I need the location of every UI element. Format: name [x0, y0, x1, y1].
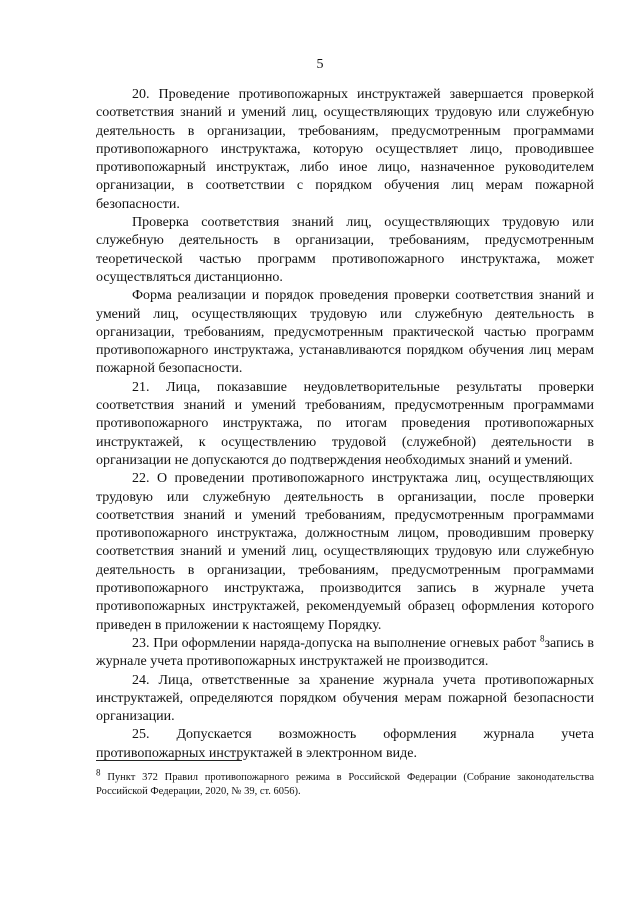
paragraph-24: 24. Лица, ответственные за хранение журнала учета противопожарных инструктажей, определяются порядком обучения мерам пожарной безопасности организации. — [96, 672, 594, 725]
paragraph-25-line-2: противопожарных инструктажей в электронном виде. — [96, 745, 417, 761]
footnote — [96, 767, 595, 798]
paragraph-23-text-end: запись в журнале учета противопожарных инструктажей не производится. — [96, 635, 594, 670]
paragraph-20-practical-check: Форма реализации и порядок проведения проверки соответствия знаний и умений лиц, осуществляющих трудовую или служебную деятельность в организации, требованиям, предусмотренным практической частью программ противопожарного инструктажа, устанавливаются порядком обучения лиц мерам пожарной безопасности. — [96, 288, 594, 377]
paragraph-21: 21. Лица, показавшие неудовлетворительные результаты проверки соответствия знаний и умений требованиям, предусмотренным программами противопожарного инструктажа, по итогам проведения противопожарных инструктажей, к осуществлению трудовой (служебной) деятельности в организации не допускаются до подтверждения необходимых знаний и умений. — [96, 379, 594, 468]
paragraph-23-text-start: 23. При оформлении наряда-допуска на выполнение огневых работ — [132, 635, 537, 651]
footnote-number: 8 — [96, 767, 101, 778]
footnote-text: Пункт 372 Правил противопожарного режима в Российской Федерации (Собрание законодательства Российской Федерации, 2020, № 39, ст. 6056). — [96, 772, 595, 797]
paragraph-22: 22. О проведении противопожарного инструктажа лиц, осуществляющих трудовую или служебную деятельность в организации, после проверки соответствия знаний и умений требованиям, предусмотренным программами противопожарного инструктажа, должностным лицом, проводившим проверку соответствия знаний и умений лиц, осуществляющих трудовую или служебную деятельность в организации, требованиям, предусмотренным программами противопожарного инструктажа, производится запись в журнале учета противопожарных инструктажей, рекомендуемый образец оформления которого приведен в приложении к настоящему Порядку. — [96, 471, 594, 633]
footnote-separator — [96, 760, 242, 761]
page-number: 5 — [316, 57, 324, 72]
footnote-reference: 8 — [539, 633, 545, 644]
paragraph-20: 20. Проведение противопожарных инструктажей завершается проверкой соответствия знаний и умений лиц, осуществляющих трудовую или служебную деятельность в организации, требованиям, предусмотренным программами противопожарного инструктажа, которую осуществляет лицо, проводившее противопожарный инструктаж, либо иное лицо, назначенное руководителем организации, в соответствии с порядком обучения лиц мерам пожарной безопасности. — [96, 87, 594, 212]
paragraph-25-line-1: 25. Допускается возможность оформления журнала учета — [132, 727, 594, 743]
paragraph-23 — [96, 635, 594, 672]
document-body — [96, 86, 594, 763]
paragraph-20-remote-check: Проверка соответствия знаний лиц, осуществляющих трудовую или служебную деятельность в организации, требованиям, предусмотренным теоретической частью программ противопожарного инструктажа, может осуществляться дистанционно. — [96, 215, 594, 285]
